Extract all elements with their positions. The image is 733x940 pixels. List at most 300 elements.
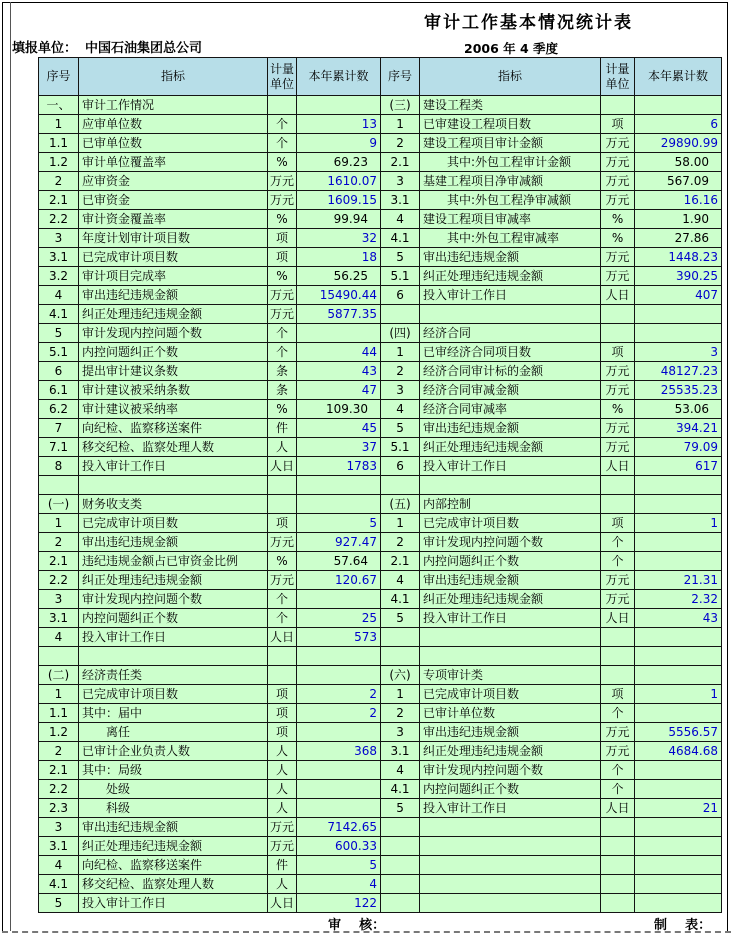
seq-cell[interactable]: 1.1 — [39, 704, 79, 723]
indicator-cell[interactable]: 纠正处理违纪违规金额 — [79, 837, 268, 856]
indicator-cell[interactable]: 已完成审计项目数 — [79, 685, 268, 704]
value-cell[interactable]: 1 — [635, 514, 722, 533]
seq-cell[interactable]: 3 — [39, 590, 79, 609]
seq-cell[interactable]: 2 — [39, 172, 79, 191]
indicator-cell[interactable]: 审出违纪违规金额 — [420, 248, 601, 267]
unit-cell[interactable]: 人 — [268, 799, 297, 818]
seq-cell[interactable]: 5 — [381, 609, 420, 628]
unit-cell[interactable] — [601, 837, 635, 856]
col-header-indicator-left[interactable]: 指标 — [79, 58, 268, 96]
seq-cell[interactable]: 4.1 — [39, 305, 79, 324]
value-cell[interactable]: 15490.44 — [297, 286, 381, 305]
value-cell[interactable]: 122 — [297, 894, 381, 913]
indicator-cell[interactable]: 审出违纪违规金额 — [420, 571, 601, 590]
seq-cell[interactable]: 4 — [39, 286, 79, 305]
unit-cell[interactable]: 个 — [268, 343, 297, 362]
seq-cell[interactable]: 4.1 — [381, 229, 420, 248]
indicator-cell[interactable]: 内控问题纠正个数 — [420, 552, 601, 571]
value-cell[interactable]: 1783 — [297, 457, 381, 476]
indicator-cell[interactable]: 经济合同审减率 — [420, 400, 601, 419]
indicator-cell[interactable]: 纠正处理违纪违规金额 — [79, 571, 268, 590]
value-cell[interactable]: 4 — [297, 875, 381, 894]
value-cell[interactable]: 390.25 — [635, 267, 722, 286]
seq-cell[interactable]: 7 — [39, 419, 79, 438]
value-cell[interactable] — [297, 780, 381, 799]
seq-cell[interactable]: 4.1 — [39, 875, 79, 894]
value-cell[interactable] — [297, 647, 381, 666]
seq-cell[interactable] — [381, 305, 420, 324]
seq-cell[interactable]: 2.1 — [39, 552, 79, 571]
unit-cell[interactable]: 万元 — [268, 286, 297, 305]
indicator-cell[interactable]: 已完成审计项目数 — [420, 514, 601, 533]
seq-cell[interactable]: 6.1 — [39, 381, 79, 400]
seq-cell[interactable] — [381, 476, 420, 495]
value-cell[interactable] — [635, 552, 722, 571]
indicator-cell[interactable]: 已完成审计项目数 — [420, 685, 601, 704]
unit-cell[interactable] — [601, 666, 635, 685]
value-cell[interactable]: 2.32 — [635, 590, 722, 609]
seq-cell[interactable]: 4.1 — [381, 590, 420, 609]
unit-cell[interactable]: 个 — [268, 134, 297, 153]
indicator-cell[interactable]: 已审资金 — [79, 191, 268, 210]
value-cell[interactable]: 25535.23 — [635, 381, 722, 400]
seq-cell[interactable] — [381, 647, 420, 666]
seq-cell[interactable]: 4 — [381, 571, 420, 590]
unit-cell[interactable]: 万元 — [601, 191, 635, 210]
value-cell[interactable]: 573 — [297, 628, 381, 647]
value-cell[interactable] — [297, 799, 381, 818]
value-cell[interactable] — [297, 495, 381, 514]
value-cell[interactable]: 47 — [297, 381, 381, 400]
indicator-cell[interactable]: 审出违纪违规金额 — [79, 533, 268, 552]
value-cell[interactable] — [635, 476, 722, 495]
seq-cell[interactable]: 3 — [39, 818, 79, 837]
indicator-cell[interactable]: 审计发现内控问题个数 — [79, 324, 268, 343]
value-cell[interactable]: 927.47 — [297, 533, 381, 552]
unit-cell[interactable] — [601, 305, 635, 324]
unit-cell[interactable] — [268, 476, 297, 495]
seq-cell[interactable]: 3.1 — [381, 742, 420, 761]
indicator-cell[interactable]: 审计发现内控问题个数 — [420, 533, 601, 552]
col-header-unit-right[interactable]: 计量 单位 — [601, 58, 635, 96]
unit-cell[interactable]: 项 — [268, 248, 297, 267]
indicator-cell[interactable]: 已审建设工程项目数 — [420, 115, 601, 134]
unit-cell[interactable]: 人日 — [268, 457, 297, 476]
seq-cell[interactable]: 3 — [39, 229, 79, 248]
seq-cell[interactable]: 1 — [39, 685, 79, 704]
value-cell[interactable] — [635, 818, 722, 837]
indicator-cell[interactable]: 审计发现内控问题个数 — [79, 590, 268, 609]
value-cell[interactable]: 109.30 — [297, 400, 381, 419]
value-cell[interactable] — [297, 666, 381, 685]
indicator-cell[interactable]: 审计工作情况 — [79, 96, 268, 115]
unit-cell[interactable]: 人日 — [601, 799, 635, 818]
value-cell[interactable]: 44 — [297, 343, 381, 362]
indicator-cell[interactable]: 移交纪检、监察处理人数 — [79, 438, 268, 457]
value-cell[interactable] — [635, 533, 722, 552]
seq-cell[interactable]: 4 — [381, 400, 420, 419]
unit-cell[interactable] — [601, 856, 635, 875]
unit-cell[interactable]: 万元 — [601, 381, 635, 400]
unit-cell[interactable]: 万元 — [268, 305, 297, 324]
seq-cell[interactable]: 5 — [381, 419, 420, 438]
seq-cell[interactable] — [39, 647, 79, 666]
unit-cell[interactable]: 人日 — [601, 286, 635, 305]
unit-cell[interactable]: 万元 — [601, 153, 635, 172]
seq-cell[interactable]: 2.3 — [39, 799, 79, 818]
indicator-cell[interactable]: 投入审计工作日 — [420, 799, 601, 818]
value-cell[interactable]: 32 — [297, 229, 381, 248]
unit-cell[interactable] — [268, 96, 297, 115]
value-cell[interactable] — [635, 495, 722, 514]
seq-cell[interactable]: 1.2 — [39, 153, 79, 172]
unit-cell[interactable] — [601, 495, 635, 514]
indicator-cell[interactable]: 处级 — [79, 780, 268, 799]
unit-cell[interactable]: 万元 — [601, 571, 635, 590]
indicator-cell[interactable]: 投入审计工作日 — [420, 286, 601, 305]
seq-cell[interactable]: 2.1 — [39, 761, 79, 780]
seq-cell[interactable]: 3.1 — [39, 837, 79, 856]
seq-cell[interactable]: 8 — [39, 457, 79, 476]
unit-cell[interactable] — [601, 875, 635, 894]
unit-cell[interactable]: 万元 — [601, 248, 635, 267]
value-cell[interactable]: 45 — [297, 419, 381, 438]
indicator-cell[interactable]: 专项审计类 — [420, 666, 601, 685]
seq-cell[interactable]: 1.2 — [39, 723, 79, 742]
unit-cell[interactable] — [601, 647, 635, 666]
indicator-cell[interactable]: 提出审计建议条数 — [79, 362, 268, 381]
unit-cell[interactable]: 人 — [268, 780, 297, 799]
unit-cell[interactable]: 人 — [268, 742, 297, 761]
col-header-value-left[interactable]: 本年累计数 — [297, 58, 381, 96]
value-cell[interactable]: 56.25 — [297, 267, 381, 286]
unit-cell[interactable]: % — [601, 210, 635, 229]
seq-cell[interactable]: 3.1 — [39, 609, 79, 628]
seq-cell[interactable]: 5.1 — [39, 343, 79, 362]
unit-cell[interactable]: 个 — [601, 704, 635, 723]
value-cell[interactable] — [297, 476, 381, 495]
indicator-cell[interactable] — [420, 628, 601, 647]
value-cell[interactable] — [635, 666, 722, 685]
unit-cell[interactable]: 项 — [268, 704, 297, 723]
unit-cell[interactable]: 项 — [601, 115, 635, 134]
seq-cell[interactable]: 2.2 — [39, 210, 79, 229]
seq-cell[interactable]: 4 — [381, 210, 420, 229]
indicator-cell[interactable]: 审出违纪违规金额 — [79, 818, 268, 837]
seq-cell[interactable]: 2 — [381, 704, 420, 723]
value-cell[interactable]: 13 — [297, 115, 381, 134]
seq-cell[interactable] — [381, 818, 420, 837]
unit-cell[interactable]: 项 — [268, 723, 297, 742]
seq-cell[interactable]: 1 — [381, 115, 420, 134]
unit-cell[interactable]: 个 — [601, 761, 635, 780]
value-cell[interactable] — [297, 324, 381, 343]
indicator-cell[interactable]: 纠正处理违纪违规金额 — [420, 590, 601, 609]
seq-cell[interactable]: 4.1 — [381, 780, 420, 799]
col-header-seq-left[interactable]: 序号 — [39, 58, 79, 96]
indicator-cell[interactable]: 已完成审计项目数 — [79, 514, 268, 533]
indicator-cell[interactable]: 其中:外包工程审计金额 — [420, 153, 601, 172]
value-cell[interactable]: 18 — [297, 248, 381, 267]
value-cell[interactable]: 5 — [297, 856, 381, 875]
seq-cell[interactable]: 1 — [381, 514, 420, 533]
unit-cell[interactable]: 项 — [268, 514, 297, 533]
indicator-cell[interactable]: 纠正处理违纪违规金额 — [420, 742, 601, 761]
seq-cell[interactable]: 2.2 — [39, 780, 79, 799]
value-cell[interactable] — [635, 628, 722, 647]
indicator-cell[interactable]: 建设工程类 — [420, 96, 601, 115]
unit-cell[interactable]: 件 — [268, 419, 297, 438]
value-cell[interactable] — [297, 96, 381, 115]
value-cell[interactable]: 69.23 — [297, 153, 381, 172]
indicator-cell[interactable] — [420, 875, 601, 894]
seq-cell[interactable]: 一、 — [39, 96, 79, 115]
value-cell[interactable]: 5 — [297, 514, 381, 533]
unit-cell[interactable]: 条 — [268, 381, 297, 400]
value-cell[interactable]: 617 — [635, 457, 722, 476]
indicator-cell[interactable] — [420, 894, 601, 913]
seq-cell[interactable] — [381, 856, 420, 875]
unit-cell[interactable]: 万元 — [601, 419, 635, 438]
seq-cell[interactable]: 2 — [39, 533, 79, 552]
value-cell[interactable]: 368 — [297, 742, 381, 761]
seq-cell[interactable]: (三) — [381, 96, 420, 115]
indicator-cell[interactable]: 其中：届中 — [79, 704, 268, 723]
indicator-cell[interactable]: 向纪检、监察移送案件 — [79, 419, 268, 438]
indicator-cell[interactable]: 审计发现内控问题个数 — [420, 761, 601, 780]
seq-cell[interactable]: 6 — [39, 362, 79, 381]
seq-cell[interactable]: 4 — [39, 856, 79, 875]
seq-cell[interactable]: 3 — [381, 172, 420, 191]
seq-cell[interactable]: 5.1 — [381, 267, 420, 286]
unit-cell[interactable] — [601, 476, 635, 495]
seq-cell[interactable]: 3.2 — [39, 267, 79, 286]
unit-cell[interactable]: 个 — [268, 590, 297, 609]
value-cell[interactable] — [635, 647, 722, 666]
indicator-cell[interactable]: 投入审计工作日 — [420, 609, 601, 628]
unit-cell[interactable]: 条 — [268, 362, 297, 381]
value-cell[interactable]: 29890.99 — [635, 134, 722, 153]
seq-cell[interactable]: 2 — [39, 742, 79, 761]
seq-cell[interactable]: 1 — [39, 115, 79, 134]
unit-cell[interactable]: 人 — [268, 438, 297, 457]
value-cell[interactable]: 567.09 — [635, 172, 722, 191]
seq-cell[interactable]: 4 — [39, 628, 79, 647]
indicator-cell[interactable]: 内控问题纠正个数 — [79, 609, 268, 628]
col-header-unit-left[interactable]: 计量 单位 — [268, 58, 297, 96]
seq-cell[interactable] — [381, 837, 420, 856]
unit-cell[interactable]: 万元 — [268, 818, 297, 837]
seq-cell[interactable] — [39, 476, 79, 495]
unit-cell[interactable]: 个 — [268, 115, 297, 134]
indicator-cell[interactable] — [420, 856, 601, 875]
indicator-cell[interactable]: 向纪检、监察移送案件 — [79, 856, 268, 875]
unit-cell[interactable]: 人日 — [268, 894, 297, 913]
indicator-cell[interactable]: 经济合同审减金额 — [420, 381, 601, 400]
indicator-cell[interactable]: 纠正处理违纪违规金额 — [420, 267, 601, 286]
indicator-cell[interactable]: 已审单位数 — [79, 134, 268, 153]
unit-cell[interactable]: 个 — [601, 780, 635, 799]
unit-cell[interactable]: 人日 — [601, 457, 635, 476]
value-cell[interactable] — [635, 96, 722, 115]
indicator-cell[interactable]: 内部控制 — [420, 495, 601, 514]
value-cell[interactable]: 21 — [635, 799, 722, 818]
indicator-cell[interactable] — [420, 837, 601, 856]
seq-cell[interactable]: 2.1 — [381, 552, 420, 571]
indicator-cell[interactable]: 已审计单位数 — [420, 704, 601, 723]
value-cell[interactable] — [635, 324, 722, 343]
value-cell[interactable]: 7142.65 — [297, 818, 381, 837]
unit-cell[interactable]: 万元 — [268, 533, 297, 552]
unit-cell[interactable]: % — [268, 153, 297, 172]
value-cell[interactable]: 43 — [635, 609, 722, 628]
indicator-cell[interactable]: 审出违纪违规金额 — [420, 419, 601, 438]
unit-cell[interactable]: 项 — [601, 685, 635, 704]
value-cell[interactable]: 2 — [297, 685, 381, 704]
indicator-cell[interactable]: 投入审计工作日 — [79, 894, 268, 913]
unit-cell[interactable] — [268, 666, 297, 685]
unit-cell[interactable]: 个 — [601, 552, 635, 571]
indicator-cell[interactable]: 科级 — [79, 799, 268, 818]
indicator-cell[interactable]: 移交纪检、监察处理人数 — [79, 875, 268, 894]
value-cell[interactable]: 4684.68 — [635, 742, 722, 761]
value-cell[interactable]: 48127.23 — [635, 362, 722, 381]
value-cell[interactable]: 5877.35 — [297, 305, 381, 324]
col-header-indicator-right[interactable]: 指标 — [420, 58, 601, 96]
unit-cell[interactable]: 万元 — [601, 172, 635, 191]
indicator-cell[interactable]: 内控问题纠正个数 — [420, 780, 601, 799]
seq-cell[interactable]: (一) — [39, 495, 79, 514]
indicator-cell[interactable]: 其中：局级 — [79, 761, 268, 780]
value-cell[interactable]: 37 — [297, 438, 381, 457]
unit-cell[interactable]: 个 — [601, 533, 635, 552]
value-cell[interactable] — [635, 305, 722, 324]
seq-cell[interactable]: 3.1 — [39, 248, 79, 267]
seq-cell[interactable]: 5 — [39, 324, 79, 343]
unit-cell[interactable]: % — [268, 267, 297, 286]
indicator-cell[interactable]: 年度计划审计项目数 — [79, 229, 268, 248]
unit-cell[interactable]: 项 — [601, 514, 635, 533]
seq-cell[interactable]: (五) — [381, 495, 420, 514]
unit-cell[interactable]: 项 — [268, 229, 297, 248]
indicator-cell[interactable]: 投入审计工作日 — [79, 457, 268, 476]
value-cell[interactable] — [635, 875, 722, 894]
unit-cell[interactable]: 万元 — [601, 134, 635, 153]
value-cell[interactable]: 9 — [297, 134, 381, 153]
value-cell[interactable]: 25 — [297, 609, 381, 628]
indicator-cell[interactable]: 审计项目完成率 — [79, 267, 268, 286]
unit-cell[interactable] — [268, 647, 297, 666]
value-cell[interactable]: 43 — [297, 362, 381, 381]
indicator-cell[interactable]: 已审计企业负责人数 — [79, 742, 268, 761]
value-cell[interactable]: 2 — [297, 704, 381, 723]
indicator-cell[interactable]: 已审经济合同项目数 — [420, 343, 601, 362]
seq-cell[interactable]: 2.2 — [39, 571, 79, 590]
unit-cell[interactable]: % — [268, 400, 297, 419]
indicator-cell[interactable]: 经济责任类 — [79, 666, 268, 685]
value-cell[interactable]: 1.90 — [635, 210, 722, 229]
unit-cell[interactable]: % — [601, 400, 635, 419]
unit-cell[interactable]: 个 — [268, 609, 297, 628]
value-cell[interactable]: 120.67 — [297, 571, 381, 590]
indicator-cell[interactable]: 基建工程项目净审减额 — [420, 172, 601, 191]
unit-cell[interactable]: 项 — [268, 685, 297, 704]
unit-cell[interactable]: 人日 — [268, 628, 297, 647]
unit-cell[interactable]: 万元 — [268, 837, 297, 856]
value-cell[interactable] — [635, 704, 722, 723]
value-cell[interactable]: 407 — [635, 286, 722, 305]
indicator-cell[interactable]: 违纪违规金额占已审资金比例 — [79, 552, 268, 571]
unit-cell[interactable]: 个 — [268, 324, 297, 343]
seq-cell[interactable]: 6.2 — [39, 400, 79, 419]
indicator-cell[interactable]: 审计建议被采纳条数 — [79, 381, 268, 400]
seq-cell[interactable]: 2 — [381, 533, 420, 552]
unit-cell[interactable]: 万元 — [601, 438, 635, 457]
unit-cell[interactable] — [268, 495, 297, 514]
seq-cell[interactable]: 2.1 — [381, 153, 420, 172]
unit-cell[interactable]: 人 — [268, 875, 297, 894]
indicator-cell[interactable]: 审计建议被采纳率 — [79, 400, 268, 419]
indicator-cell[interactable]: 应审资金 — [79, 172, 268, 191]
indicator-cell[interactable] — [420, 818, 601, 837]
seq-cell[interactable]: 1 — [381, 685, 420, 704]
unit-cell[interactable] — [601, 818, 635, 837]
value-cell[interactable] — [297, 761, 381, 780]
seq-cell[interactable]: 1 — [39, 514, 79, 533]
value-cell[interactable]: 1609.15 — [297, 191, 381, 210]
value-cell[interactable]: 79.09 — [635, 438, 722, 457]
indicator-cell[interactable] — [420, 647, 601, 666]
unit-cell[interactable] — [601, 628, 635, 647]
seq-cell[interactable] — [381, 875, 420, 894]
value-cell[interactable] — [297, 723, 381, 742]
unit-cell[interactable] — [601, 324, 635, 343]
seq-cell[interactable]: 2 — [381, 134, 420, 153]
indicator-cell[interactable]: 内控问题纠正个数 — [79, 343, 268, 362]
value-cell[interactable] — [635, 761, 722, 780]
seq-cell[interactable]: 4 — [381, 761, 420, 780]
seq-cell[interactable]: (四) — [381, 324, 420, 343]
indicator-cell[interactable] — [420, 476, 601, 495]
unit-cell[interactable]: 万元 — [601, 267, 635, 286]
value-cell[interactable] — [635, 856, 722, 875]
value-cell[interactable]: 5556.57 — [635, 723, 722, 742]
seq-cell[interactable]: 5 — [39, 894, 79, 913]
unit-cell[interactable]: 万元 — [268, 571, 297, 590]
unit-cell[interactable]: 万元 — [601, 362, 635, 381]
indicator-cell[interactable]: 审出违纪违规金额 — [79, 286, 268, 305]
value-cell[interactable]: 53.06 — [635, 400, 722, 419]
seq-cell[interactable]: 1 — [381, 343, 420, 362]
unit-cell[interactable]: 万元 — [601, 723, 635, 742]
unit-cell[interactable]: 件 — [268, 856, 297, 875]
seq-cell[interactable]: 6 — [381, 286, 420, 305]
indicator-cell[interactable] — [79, 476, 268, 495]
unit-cell[interactable]: 人 — [268, 761, 297, 780]
seq-cell[interactable]: 2 — [381, 362, 420, 381]
indicator-cell[interactable]: 已完成审计项目数 — [79, 248, 268, 267]
indicator-cell[interactable]: 审计资金覆盖率 — [79, 210, 268, 229]
unit-cell[interactable] — [601, 894, 635, 913]
unit-cell[interactable] — [601, 96, 635, 115]
indicator-cell[interactable]: 建设工程项目审计金额 — [420, 134, 601, 153]
indicator-cell[interactable]: 审出违纪违规金额 — [420, 723, 601, 742]
seq-cell[interactable] — [381, 628, 420, 647]
seq-cell[interactable]: (六) — [381, 666, 420, 685]
seq-cell[interactable]: 7.1 — [39, 438, 79, 457]
seq-cell[interactable]: 5.1 — [381, 438, 420, 457]
col-header-seq-right[interactable]: 序号 — [381, 58, 420, 96]
